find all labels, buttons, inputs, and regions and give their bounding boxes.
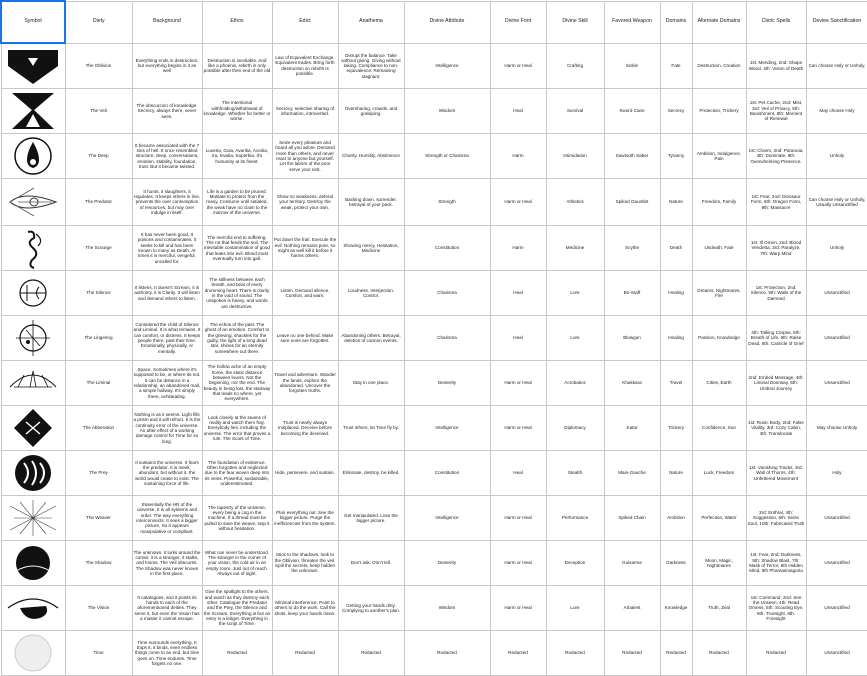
symbol-cell[interactable] [1,43,65,89]
header-background[interactable]: Background [132,1,202,43]
ethos-cell[interactable]: Luxeria, Gula, Avaritia, Acedia, Ira, Invidia, Superbia. It's humanity at its finest. [202,134,272,179]
symbol-cell[interactable] [1,406,65,451]
domains-cell[interactable]: Tyranny [660,134,692,179]
alternate-domains-cell[interactable]: Dreams, Nightmares, Fire [692,271,746,316]
background-cell[interactable]: It hunts, it slaughters, it regulates. It keeps others in line, prevents the over consumption of resources, but may over indulge in itself. [132,179,202,226]
liminal-icon [4,361,62,405]
cleric-spells-cell[interactable]: 4th: Talking Corpse, 5th: Breath of Life, 6th: Raise Dead, 8th: Canticle of Grief [746,316,806,361]
silence-icon [4,271,62,315]
background-cell[interactable]: It became associated with the 7 sins of hell. It once resembled structure, deep, conversations, emotion, stability, foundation, trust. But it became twisted. [132,134,202,179]
divine-skill-cell[interactable]: Intimidation [546,134,604,179]
alternate-domains-cell[interactable]: Protection, Trickery [692,89,746,134]
divine-attribute-cell[interactable]: Wisdom [404,586,490,631]
weaver-icon [4,496,62,540]
alternate-domains-cell[interactable]: Redacted [692,631,746,676]
header-sanctification[interactable]: Deviee Sanctification [806,1,867,43]
domains-cell[interactable]: Redacted [660,631,692,676]
symbol-cell[interactable] [1,134,65,179]
background-cell[interactable]: It has never been good. It poisons and contaminates, it seeks to kill and has been known to many as Death. At times it is merciful, vengeful, uncalled for. [132,226,202,271]
deity-cell[interactable]: The Abberation [65,406,132,451]
symbol-cell[interactable] [1,586,65,631]
anathema-cell[interactable]: Charity, Humility, Abstinence [338,134,404,179]
anathema-cell[interactable]: Eliminate, destroy, be killed. [338,451,404,496]
anathema-cell[interactable]: Disrupt the balance. Take without giving. Giving without taking. Compliance to non-equivalence. Remaining stagnant. [338,43,404,89]
header-domains[interactable]: Domains [660,1,692,43]
deity-cell[interactable]: The Vision [65,586,132,631]
cleric-spells-cell[interactable]: 1st: Pet Cache, 2nd: Mist, 3rd: Veil of Privacy, 5th: Banishment, 8th: Moment of Renewal [746,89,806,134]
domains-cell[interactable]: Nature [660,179,692,226]
background-cell[interactable]: Essentially the HR of the universe. It is all systems and order. The way everything interconnects. It sees a bigger picture, So it appears manipulative or compliant. [132,496,202,541]
symbol-cell[interactable] [1,361,65,406]
anathema-cell[interactable]: Getting your hands dirty. Complying to another's plan. [338,586,404,631]
symbol-cell[interactable] [1,271,65,316]
ethos-cell[interactable]: What can never be understood. The stranger in the corner of your vision, the cold air in an empty room. Just out of reach. Always out of sight. [202,541,272,586]
divine-font-cell[interactable]: Redacted [490,631,546,676]
symbol-cell[interactable] [1,316,65,361]
table-row [1,134,867,179]
ethos-cell[interactable]: The echos of the past. The ghost of an emotion. Comfort to the grieving, shackles for the guilty, the light of a long dead star, shines for an eternity somewhere out there. [202,316,272,361]
alternate-domains-cell[interactable]: Undeath, Fate [692,226,746,271]
cleric-spells-cell[interactable]: 2nd: Embed Message, 4th: Liminal Doorway, 5th: Umbral Journey [746,361,806,406]
cleric-spells-cell[interactable]: 1st: Vanishing Tracks, 3rd: Wall of Thorns, 4th: Unfettered Movement [746,451,806,496]
edict-cell[interactable]: Secrecy, selective sharing of information, introverted. [272,89,338,134]
deity-cell[interactable]: The Liminal [65,361,132,406]
sanctification-cell[interactable]: Unsanctified [806,361,867,406]
cleric-spells-cell[interactable]: 1st: Runic Body, 2nd: False Vitality, 3rd: Cozy Cabin, 4th: Translocate [746,406,806,451]
header-anathema[interactable]: Anathema [338,1,404,43]
edict-cell[interactable]: Hide, persevere, and sustain. [272,451,338,496]
background-cell[interactable]: It sustains the universe. It fears the predator. It is meek, abundant, but without it, the world would cease to exist. The sustaining force of life. [132,451,202,496]
domains-cell[interactable]: Healing [660,271,692,316]
alternate-domains-cell[interactable]: Moon, Magic, Nightmares [692,541,746,586]
header-divine-attribute[interactable]: Divine Attribute [404,1,490,43]
sanctification-cell[interactable]: Unsanctified [806,586,867,631]
divine-attribute-cell[interactable]: Strength or Charisma [404,134,490,179]
table-row [1,586,867,631]
cleric-spells-cell[interactable]: 1st: Command, 2nd: See the Unseen, 4th: Read Omens, 5th: Scouting Eye, 6th: Truesight, 8th: Foresight [746,586,806,631]
divine-skill-cell[interactable]: Survival [546,89,604,134]
domains-cell[interactable]: Secrecy [660,89,692,134]
divine-font-cell[interactable]: Heal [490,89,546,134]
sanctification-cell[interactable]: May choose Holy [806,89,867,134]
divine-attribute-cell[interactable]: Redacted [404,631,490,676]
prey-icon [4,451,62,495]
alternate-domains-cell[interactable]: Confidence, Sun [692,406,746,451]
sanctification-cell[interactable]: Can choose Holy or Unholy, Usually Unsanctified [806,179,867,226]
domains-cell[interactable]: Healing [660,316,692,361]
header-cleric-spells[interactable]: Cleric Spells [746,1,806,43]
favored-weapon-cell[interactable]: Arbalest [604,586,660,631]
edict-cell[interactable]: Put down the frail. Execute the evil. Nothing remains pure, so might as well kill it before it harms others. [272,226,338,271]
favored-weapon-cell[interactable]: Spiked Gauntlet [604,179,660,226]
cleric-spells-cell[interactable]: 1st: Fear, 2nd: Darkness, 5th: Shadow Blast, 7th: Mask of Terror, 8th Hidden Mind, 9th Phantasmagoria [746,541,806,586]
table-row [1,226,867,271]
deity-cell[interactable]: The Deep [65,134,132,179]
sanctification-cell[interactable]: Unsanctified [806,496,867,541]
deity-cell[interactable]: Time [65,631,132,676]
symbol-cell[interactable] [1,451,65,496]
cleric-spells-cell[interactable]: 1st: Protection, 2nd: Silence, 9th: Wails of the Damned [746,271,806,316]
deep-icon [4,134,62,178]
divine-skill-cell[interactable]: Acrobatics [546,361,604,406]
deity-cell[interactable]: The Prey [65,451,132,496]
header-ethos[interactable]: Ethos [202,1,272,43]
divine-font-cell[interactable]: Harm or Heal [490,406,546,451]
header-symbol[interactable]: Symbol [1,1,65,43]
symbol-cell[interactable] [1,631,65,676]
alternate-domains-cell[interactable]: Passion, Knowledge [692,316,746,361]
favored-weapon-cell[interactable]: Bo-Staff [604,271,660,316]
cleric-spells-cell[interactable]: 1st: Mending, 2nd: Shape Wood, 4th: Vision of Death [746,43,806,89]
divine-font-cell[interactable]: Harm or Heal [490,43,546,89]
divine-attribute-cell[interactable]: Constitution [404,226,490,271]
anathema-cell[interactable]: Stay in one place. [338,361,404,406]
alternate-domains-cell[interactable]: Ambition, Indulgence, Pain [692,134,746,179]
table-row [1,271,867,316]
divine-attribute-cell[interactable]: Constitution [404,451,490,496]
anathema-cell[interactable]: Trust others, let Time fly by. [338,406,404,451]
edict-cell[interactable]: Law of Equivalent Exchange. Equivalent trades. Bring forth destruction so rebirth is possible. [272,43,338,89]
divine-font-cell[interactable]: Harm or Heal [490,361,546,406]
veil-icon [4,89,62,133]
sanctification-cell[interactable]: Unsanctified [806,631,867,676]
favored-weapon-cell[interactable]: Sawtooth Saber [604,134,660,179]
ethos-cell[interactable]: The foundation of existence. Often forgotten and neglected due to the fear woven deep into its veins. Powerful, sustainable, underestimated. [202,451,272,496]
edict-cell[interactable]: Trust is nearly always misplaced. Deceive before becoming the deceived. [272,406,338,451]
background-cell[interactable]: Time surrounds everything. It traps it, it binds, even endless things come to an end, but time goes on. Time endures. Time forgets no one. [132,631,202,676]
ethos-cell[interactable]: The merciful end to suffering. The rot that feeds the soil. The inevitable contamination of good that leaks into evil. Blood must eventually turn into gall. [202,226,272,271]
anathema-cell[interactable]: Showing mercy, Hesitation, Medicine [338,226,404,271]
alternate-domains-cell[interactable]: Destruction, Creation [692,43,746,89]
edict-cell[interactable]: Show no weakness, defend your territory. Destroy the weak, protect your own. [272,179,338,226]
cleric-spells-cell[interactable]: 1st: Ill Omen, 2nd: Blood Vendetta, 3rd: Paralyze, 7th: Warp Mind [746,226,806,271]
edict-cell[interactable]: Seize every pleasure and hoard all you adore. Demand more than others, and never react to anyone but yourself. Let the labors of the poor serve your rest. [272,134,338,179]
predator-icon [4,180,62,224]
sanctification-cell[interactable]: Unholy [806,226,867,271]
anathema-cell[interactable]: Loudness. Interjection. Control. [338,271,404,316]
divine-skill-cell[interactable]: Medicine [546,226,604,271]
deity-cell[interactable]: The Lingering [65,316,132,361]
ethos-cell[interactable]: Give the spotlight to the others, and watch as they destroy each other. Catalogue the Predator and the Prey, the Silence and the Scream. Everything is but an entry in a ledger. Everything in the script of Time. [202,586,272,631]
header-row [1,1,867,43]
edict-cell[interactable]: Stick to the shadows, look to the Oblivion, threaten the veil. Spill the secrets, keep hidden the unknown. [272,541,338,586]
time-icon [4,631,62,675]
divine-font-cell[interactable]: Harm [490,134,546,179]
deity-cell[interactable]: The Veil [65,89,132,134]
ethos-cell[interactable]: Look closely at the seams of reality and watch them fray. Everybody lies, including the universe. The error that proves a rule. The Scars of Time. [202,406,272,451]
header-divine-skill[interactable]: Divine Skill [546,1,604,43]
background-cell[interactable]: It listens. It doesn't Scream, it is authority, it is Clarity. It will listen and demand others to listen. [132,271,202,316]
divine-skill-cell[interactable]: Athletics [546,179,604,226]
divine-skill-cell[interactable]: Performance [546,496,604,541]
table-row [1,451,867,496]
divine-attribute-cell[interactable]: Strength [404,179,490,226]
domains-cell[interactable]: Darkness [660,541,692,586]
vision-icon [4,586,62,630]
ethos-cell[interactable]: The intentional withholding/withdrawal of knowledge. Whether for better or worse. [202,89,272,134]
sanctification-cell[interactable]: Unholy [806,134,867,179]
divine-skill-cell[interactable]: Lore [546,586,604,631]
symbol-cell[interactable] [1,89,65,134]
ethos-cell[interactable]: Life is a garden to be pruned. Mutilate to protect from the many. Consume until satiated, the weak have no claim to the marrow of the universe. [202,179,272,226]
divine-attribute-cell[interactable]: Wisdom [404,89,490,134]
domains-cell[interactable]: Nature [660,451,692,496]
table-row [1,496,867,541]
table-row [1,361,867,406]
deity-cell[interactable]: The Oblivion [65,43,132,89]
ethos-cell[interactable]: Redacted [202,631,272,676]
ethos-cell[interactable]: Destruction is inevitable. And like a phoenix, rebirth is only possible after then end of the old [202,43,272,89]
sanctification-cell[interactable]: Can choose Holy or Unholy. [806,43,867,89]
table-row [1,631,867,676]
anathema-cell[interactable]: Don't ask. Don't tell. [338,541,404,586]
deity-cell[interactable]: The Weaver [65,496,132,541]
alternate-domains-cell[interactable]: Luck, Freedom [692,451,746,496]
divine-skill-cell[interactable]: Redacted [546,631,604,676]
divine-skill-cell[interactable]: Diplomacy [546,406,604,451]
domains-cell[interactable]: Trickery [660,406,692,451]
symbol-cell[interactable] [1,226,65,271]
divine-skill-cell[interactable]: Lore [546,316,604,361]
edict-cell[interactable]: Plan everything out. See the bigger picture. Purge the inefficiencies from the system. [272,496,338,541]
background-cell[interactable]: The obscurcion of knowledge. Secrecy, always there, never seen. [132,89,202,134]
table-row [1,406,867,451]
anathema-cell[interactable]: Get manipulated. Lose the bigger picture. [338,496,404,541]
table-row [1,179,867,226]
divine-attribute-cell[interactable]: Intelligence [404,496,490,541]
domains-cell[interactable]: Ambition [660,496,692,541]
divine-attribute-cell[interactable]: Intelligence [404,43,490,89]
symbol-cell[interactable] [1,496,65,541]
deity-cell[interactable]: The Silence [65,271,132,316]
cleric-spells-cell[interactable]: 1st: Fear, 2nd: Dinosaur Form, 6th: Dragon Form, 9th: Massacre [746,179,806,226]
ethos-cell[interactable]: The tapestry of the universe, every being a cog in the machine. If a thread must be pulled to save the weave, snip it without hesitation. [202,496,272,541]
edict-cell[interactable]: Minimal interference. Point to others to do the work. Call the shots, keep your hands clean. [272,586,338,631]
table-row [1,316,867,361]
deity-cell[interactable]: The Scourge [65,226,132,271]
divine-attribute-cell[interactable]: Charisma [404,316,490,361]
alternate-domains-cell[interactable]: Perfection, Water [692,496,746,541]
favored-weapon-cell[interactable]: Katar [604,406,660,451]
background-cell[interactable]: The unknown. It lurks around the corner, it is a stranger, it stalks, and looms. The Veil obscures. The Shadow was never known in the first place. [132,541,202,586]
alternate-domains-cell[interactable]: Truth, Zeal [692,586,746,631]
divine-skill-cell[interactable]: Deception [546,541,604,586]
domains-cell[interactable]: Travel [660,361,692,406]
sanctification-cell[interactable]: May choose Unholy [806,406,867,451]
background-cell[interactable]: Nothing is as it seems. Light fills a prism and it will refract. It is the continuity error of the universe. An after effect of a working damage control for Time for so long. [132,406,202,451]
ethos-cell[interactable]: The stillness between each breath, and beat of every drumming heart. There is clarity in the void of sound. The unspoken is heavy, and words are destructive. [202,271,272,316]
favored-weapon-cell[interactable]: Sickle [604,43,660,89]
table-row [1,43,867,89]
background-cell[interactable]: Space. Sometimes where it's supposed to be, or where its not. It can be distance in a relationship, an abandoned mall, a simple hallway. It's simply there, exhilarating. [132,361,202,406]
divine-attribute-cell[interactable]: Dexterity [404,361,490,406]
header-edict[interactable]: Edict [272,1,338,43]
header-divine-font[interactable]: Divine Font [490,1,546,43]
divine-font-cell[interactable]: Heal [490,271,546,316]
divine-attribute-cell[interactable]: Charisma [404,271,490,316]
domains-cell[interactable]: Fate [660,43,692,89]
alternate-domains-cell[interactable]: Freedom, Family [692,179,746,226]
divine-skill-cell[interactable]: Lore [546,271,604,316]
edict-cell[interactable]: Redacted [272,631,338,676]
divine-skill-cell[interactable]: Crafting [546,43,604,89]
domains-cell[interactable]: Knowledge [660,586,692,631]
table-row [1,541,867,586]
header-favored-weapon[interactable]: Favored Weapon [604,1,660,43]
symbol-cell[interactable] [1,179,65,226]
header-alternate-domains[interactable]: Alternate Domains [692,1,746,43]
anathema-cell[interactable]: Abandoning others. Betrayal, deletion of cannon events. [338,316,404,361]
background-cell[interactable]: Everything ends in destruction, but everything begins in it as well [132,43,202,89]
background-cell[interactable]: It catalogues, and it points its hands to each of the aforementioned deities. They serve it, but even the Vision has a master it cannot escape. [132,586,202,631]
cleric-spells-cell[interactable]: 1st: Charm, 2nd: Paranoia, 4th: Dominate, 9th: Overwhelming Presence. [746,134,806,179]
anathema-cell[interactable]: Backing down, surrender, betrayal of your pack. [338,179,404,226]
favored-weapon-cell[interactable]: Redacted [604,631,660,676]
sanctification-cell[interactable]: Holy [806,451,867,496]
divine-font-cell[interactable]: Harm or Heal [490,179,546,226]
favored-weapon-cell[interactable]: Khakkara [604,361,660,406]
divine-font-cell[interactable]: Harm or Heal [490,541,546,586]
table-row [1,89,867,134]
header-deity[interactable]: Diety [65,1,132,43]
alternate-domains-cell[interactable]: Cities, Earth [692,361,746,406]
sanctification-cell[interactable]: Unsanctified [806,541,867,586]
scourge-icon [4,226,62,270]
divine-attribute-cell[interactable]: Intelligence [404,406,490,451]
sanctification-cell[interactable]: Unsanctified [806,271,867,316]
domains-cell[interactable]: Death [660,226,692,271]
divine-attribute-cell[interactable]: Dexterity [404,541,490,586]
favored-weapon-cell[interactable]: Guisarme [604,541,660,586]
divine-font-cell[interactable]: Heal [490,451,546,496]
divine-skill-cell[interactable]: Stealth [546,451,604,496]
abberation-icon [4,406,62,450]
favored-weapon-cell[interactable]: Blowgun [604,316,660,361]
divine-font-cell[interactable]: Harm or Heal [490,496,546,541]
anathema-cell[interactable]: Redacted [338,631,404,676]
background-cell[interactable]: Considered the child of Silence and Liminal. It is what remains. It can comfort, or distress. It keeps people there, past their time. Emotionally, physically, or mentally. [132,316,202,361]
edict-cell[interactable]: Leave no one behind. Make sure none are forgotten. [272,316,338,361]
oblivion-icon [4,44,62,88]
divine-font-cell[interactable]: Heal [490,316,546,361]
edict-cell[interactable]: Travel and adventure. Wander the lands, explore the abandoned. Uncover the forgotten truths. [272,361,338,406]
cleric-spells-cell[interactable]: 3rd: Enthral, 4th: Suggestion, 6th: Seize Soul, 10th: Fabricated Truth [746,496,806,541]
deity-cell[interactable]: The Shadow [65,541,132,586]
deity-cell[interactable]: The Predator [65,179,132,226]
cleric-spells-cell[interactable]: Redacted [746,631,806,676]
favored-weapon-cell[interactable]: Sword Cane [604,89,660,134]
anathema-cell[interactable]: Oversharing, crowds, and gossiping. [338,89,404,134]
edict-cell[interactable]: Listen. Demand silence. Comfort, and warn. [272,271,338,316]
symbol-cell[interactable] [1,541,65,586]
favored-weapon-cell[interactable]: Spiked Chain [604,496,660,541]
divine-font-cell[interactable]: Harm or Heal [490,586,546,631]
divine-font-cell[interactable]: Harm [490,226,546,271]
lingering-icon [4,316,62,360]
favored-weapon-cell[interactable]: Scythe [604,226,660,271]
sanctification-cell[interactable]: Unsanctified [806,316,867,361]
favored-weapon-cell[interactable]: Main-Gauche [604,451,660,496]
shadow-icon [4,541,62,585]
ethos-cell[interactable]: The hollow ache of an empty home, the static distance between lovers. Not the beginning, nor the end. The beauty in being lost, the stairway that leads no where, yet everywhere. [202,361,272,406]
